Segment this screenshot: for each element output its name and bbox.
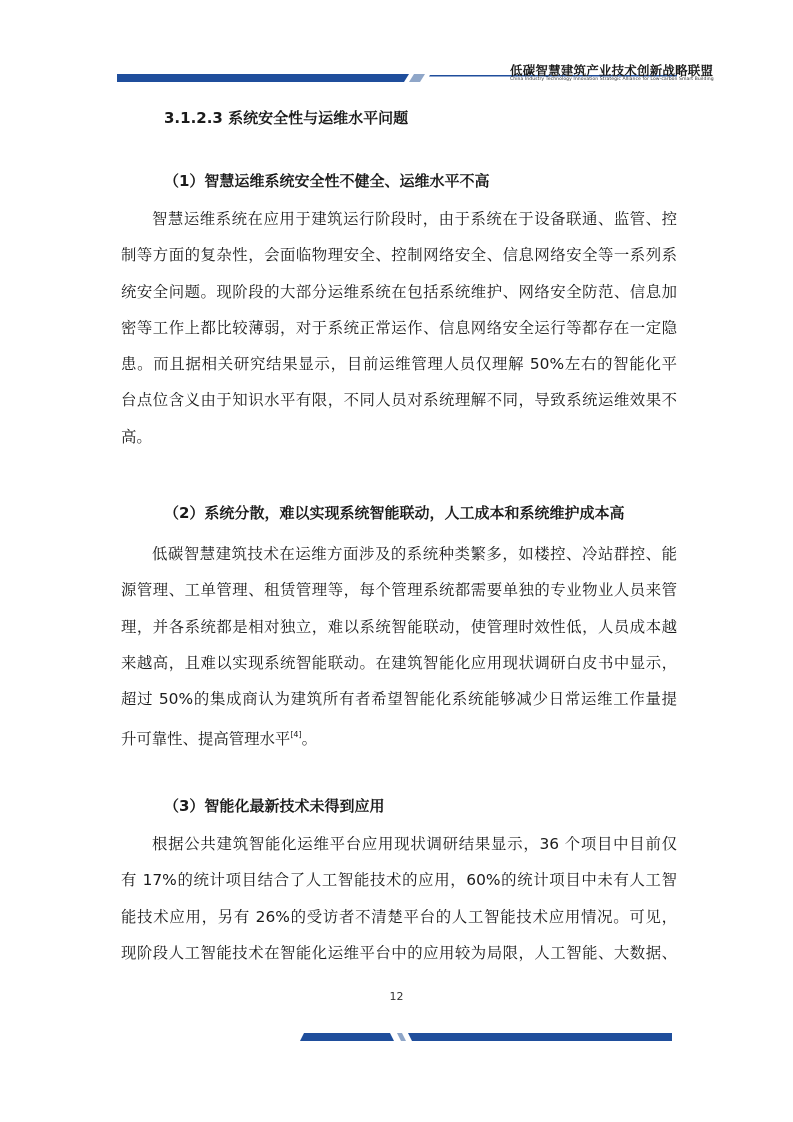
paragraph-line: 来越高，且难以实现系统智能联动。在建筑智能化应用现状调研白皮书中显示， [121,653,677,672]
paragraph-line: 患。而且据相关研究结果显示，目前运维管理人员仅理解 50%左右的智能化平 [121,355,677,374]
paragraph-line: 统安全问题。现阶段的大部分运维系统在包括系统维护、网络安全防范、信息加 [121,282,677,301]
paragraph-line: 高。 [121,427,152,446]
paragraph-2 [121,536,677,754]
paragraph-line: 源管理、工单管理、租赁管理等，每个管理系统都需要单独的专业物业人员来管 [121,581,677,600]
paragraph-1 [121,201,677,455]
paragraph-line: 超过 50%的集成商认为建筑所有者希望智能化系统能够减少日常运维工作量提 [121,690,677,709]
paragraph-line-text: 升可靠性、提高管理水平 [121,730,291,749]
paragraph-line-tail: 。 [301,730,318,749]
paragraph-line: 台点位含义由于知识水平有限，不同人员对系统理解不同，导致系统运维效果不 [121,391,677,410]
paragraph-3 [121,826,677,971]
footer-decoration-bar [300,1027,672,1037]
paragraph-line: 密等工作上都比较薄弱，对于系统正常运作、信息网络安全运行等都存在一定隐 [121,318,677,337]
paragraph-line: 能技术应用，另有 26%的受访者不清楚平台的人工智能技术应用情况。可见， [121,907,677,926]
header-org-name-en: China Industry Technology Innovation Strategic Alliance for Low-carbon Smart Building [510,77,714,82]
paragraph-line: 制等方面的复杂性，会面临物理安全、控制网络安全、信息网络安全等一系列系 [121,246,677,265]
paragraph-line [121,717,677,753]
page-number: 12 [389,990,404,1003]
paragraph-line: 低碳智慧建筑技术在运维方面涉及的系统种类繁多，如楼控、冷站群控、能 [152,545,677,563]
subsection-heading-3: （3）智能化最新技术未得到应用 [164,797,385,815]
paragraph-line: 现阶段人工智能技术在智能化运维平台中的应用较为局限，人工智能、大数据、 [121,943,677,962]
paragraph-line: 智慧运维系统在应用于建筑运行阶段时，由于系统在于设备联通、监管、控 [152,210,677,228]
citation-ref: [4] [290,730,302,740]
paragraph-line: 理，并各系统都是相对独立，难以系统智能联动，使管理时效性低，人员成本越 [121,617,677,636]
subsection-heading-1: （1）智慧运维系统安全性不健全、运维水平不高 [164,172,490,190]
section-title: 3.1.2.3 系统安全性与运维水平问题 [164,109,409,127]
paragraph-line: 有 17%的统计项目结合了人工智能技术的应用，60%的统计项目中未有人工智 [121,871,677,890]
paragraph-line: 根据公共建筑智能化运维平台应用现状调研结果显示，36 个项目中目前仅 [152,835,677,853]
header-org-name: 低碳智慧建筑产业技术创新战略联盟 [510,63,714,78]
subsection-heading-2: （2）系统分散，难以实现系统智能联动，人工成本和系统维护成本高 [164,504,625,522]
